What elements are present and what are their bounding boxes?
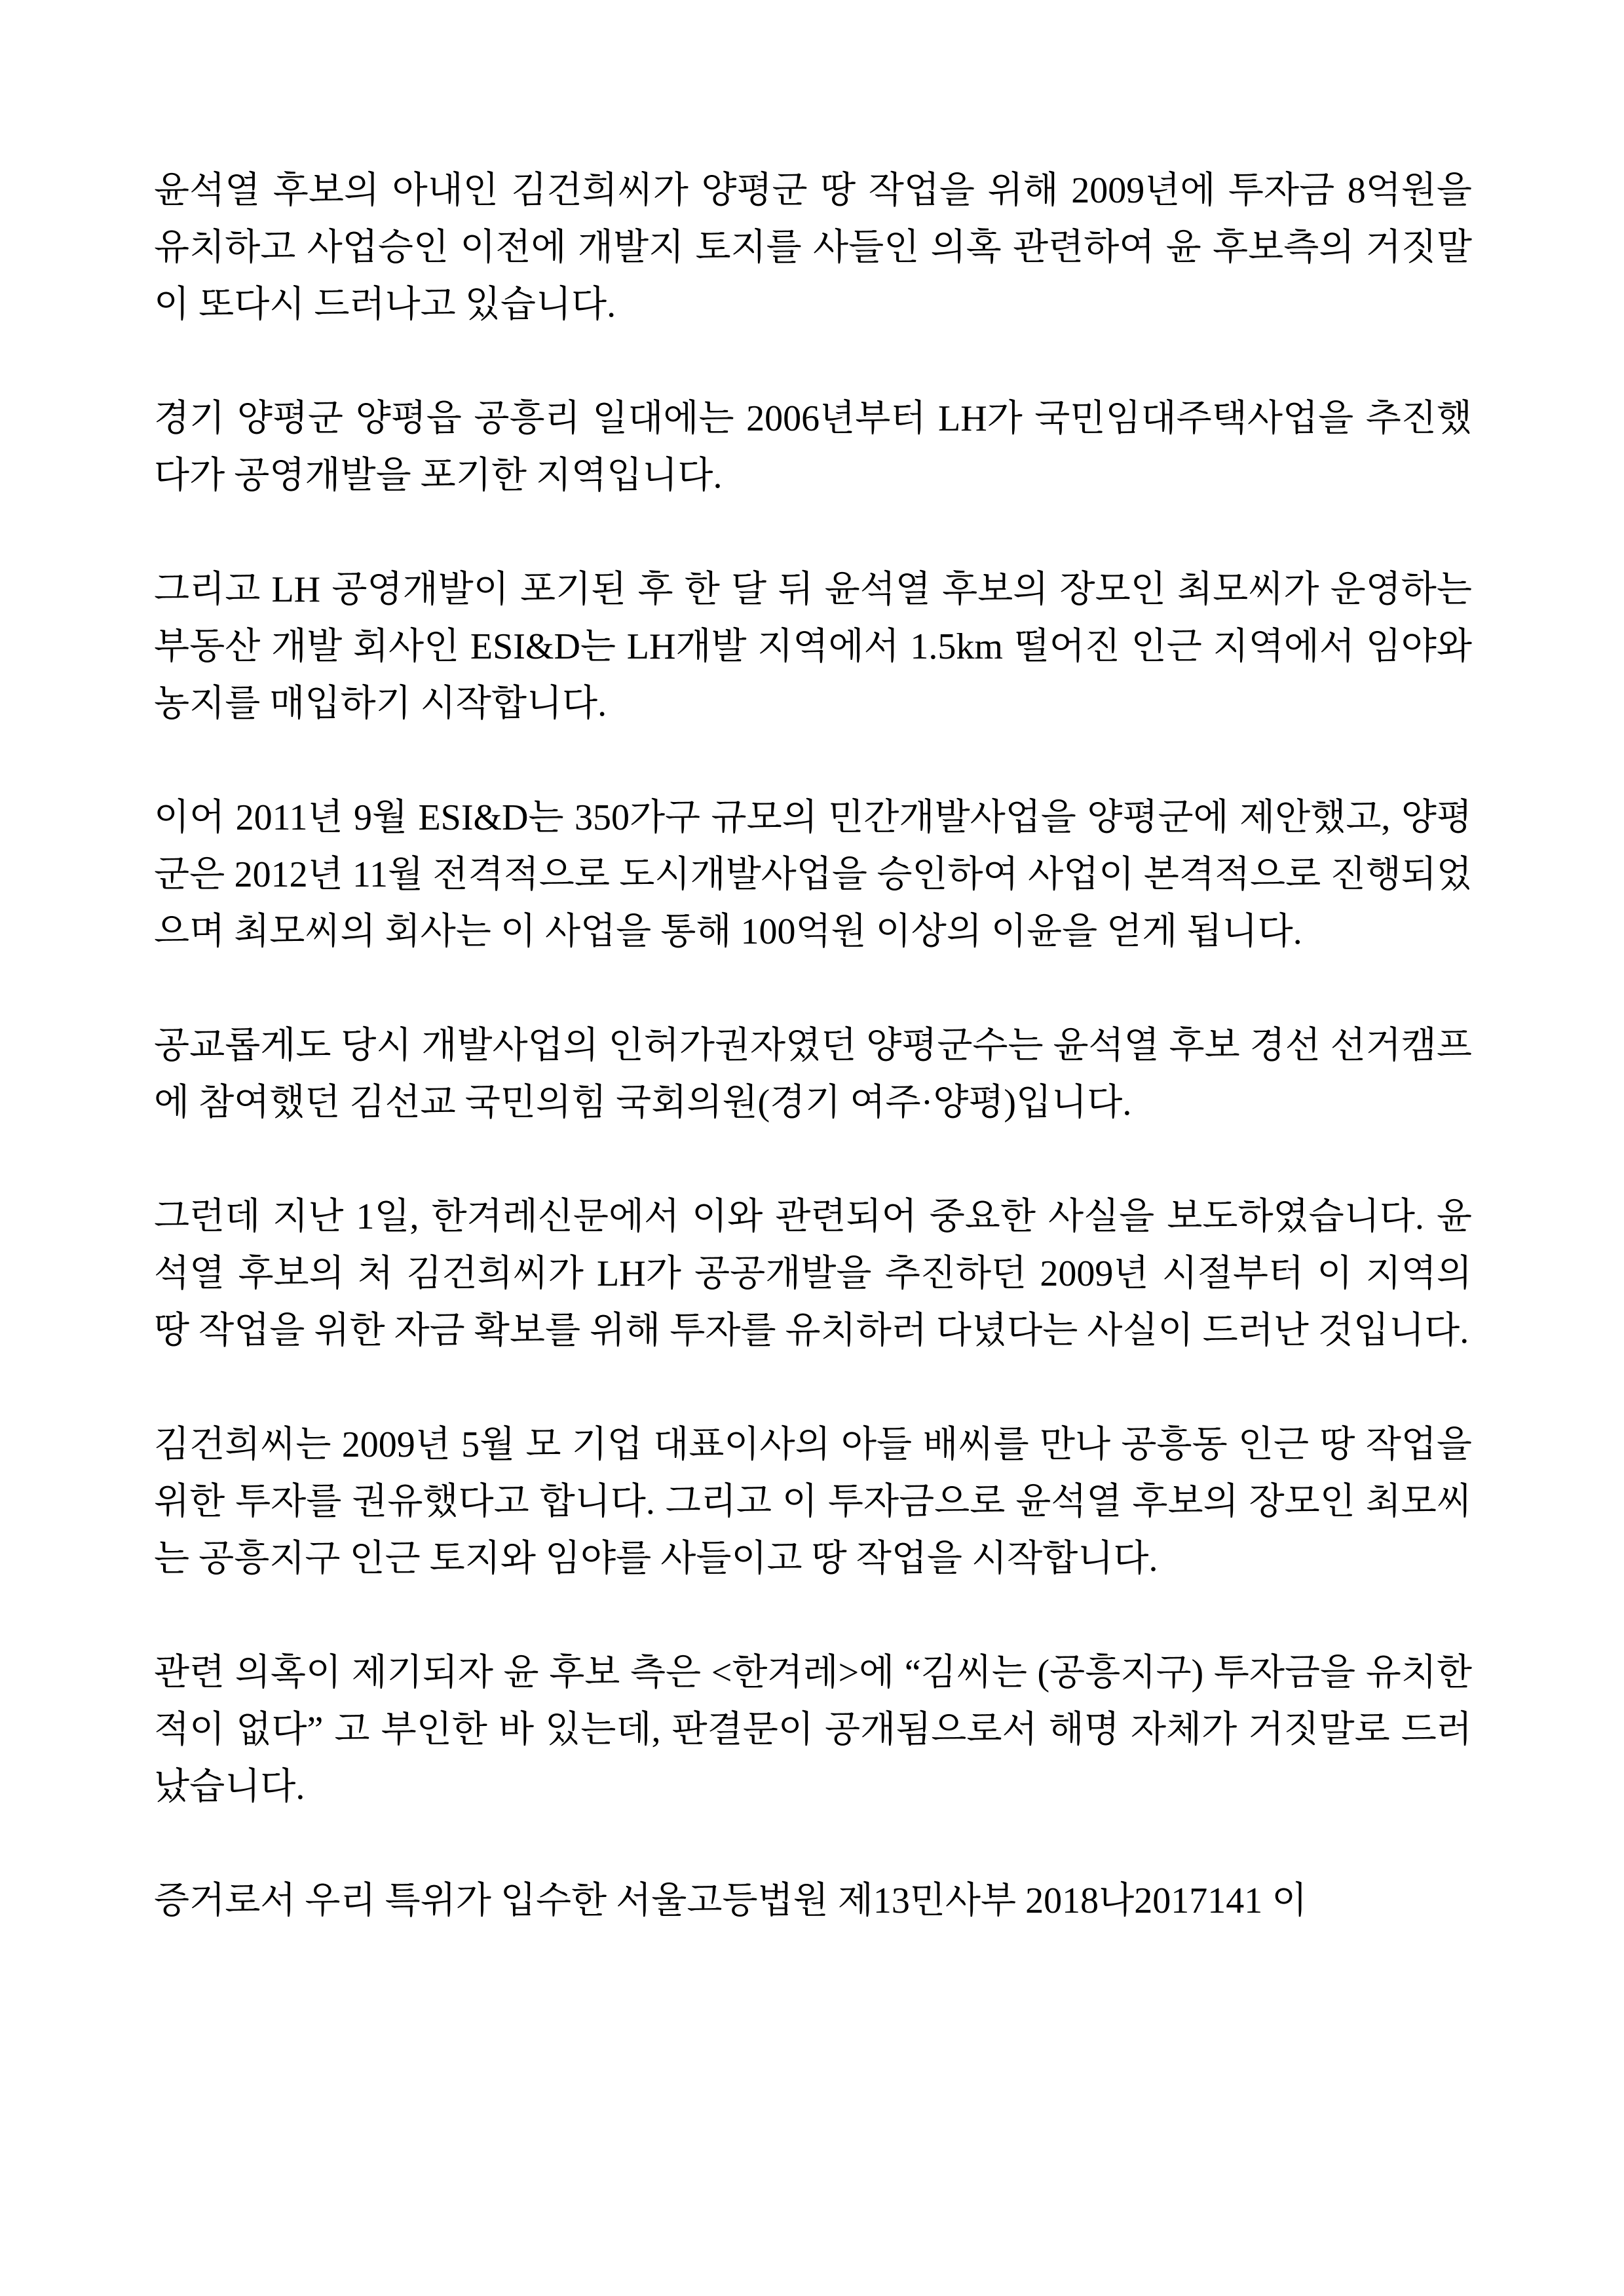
paragraph: 공교롭게도 당시 개발사업의 인허가권자였던 양평군수는 윤석열 후보 경선 선거캠프에 참여했던 김선교 국민의힘 국회의원(경기 여주·양평)입니다. bbox=[154, 1025, 1472, 1123]
paragraph: 이어 2011년 9월 ESI&D는 350가구 규모의 민간개발사업을 양평군에 제안했고, 양평군은 2012년 11월 전격적으로 도시개발사업을 승인하여 사업이 본격적으로 진행되었으며 최모씨의 회사는 이 사업을 통해 100억원 이상의 이윤을 얻게 됩니다. bbox=[154, 797, 1472, 952]
paragraph: 그런데 지난 1일, 한겨레신문에서 이와 관련되어 중요한 사실을 보도하였습니다. 윤석열 후보의 처 김건희씨가 LH가 공공개발을 추진하던 2009년 시절부터 이 지역의 땅 작업을 위한 자금 확보를 위해 투자를 유치하러 다녔다는 사실이 드러난 것입니다. bbox=[154, 1196, 1472, 1351]
paragraph: 그리고 LH 공영개발이 포기된 후 한 달 뒤 윤석열 후보의 장모인 최모씨가 운영하는 부동산 개발 회사인 ESI&D는 LH개발 지역에서 1.5km 떨어진 인근 지역에서 임야와 농지를 매입하기 시작합니다. bbox=[154, 569, 1472, 724]
paragraph: 김건희씨는 2009년 5월 모 기업 대표이사의 아들 배씨를 만나 공흥동 인근 땅 작업을 위한 투자를 권유했다고 합니다. 그리고 이 투자금으로 윤석열 후보의 장모인 최모씨는 공흥지구 인근 토지와 임야를 사들이고 땅 작업을 시작합니다. bbox=[154, 1425, 1472, 1579]
paragraph: 관련 의혹이 제기되자 윤 후보 측은 <한겨레>에 “김씨는 (공흥지구) 투자금을 유치한 적이 없다” 고 부인한 바 있는데, 판결문이 공개됨으로서 해명 자체가 거짓말로 드러났습니다. bbox=[154, 1653, 1472, 1807]
paragraph: 증거로서 우리 특위가 입수한 서울고등법원 제13민사부 2018나2017141 이 bbox=[154, 1881, 1308, 1921]
paragraph: 윤석열 후보의 아내인 김건희씨가 양평군 땅 작업을 위해 2009년에 투자금 8억원을 유치하고 사업승인 이전에 개발지 토지를 사들인 의혹 관련하여 윤 후보측의 거짓말이 또다시 드러나고 있습니다. bbox=[154, 170, 1472, 325]
paragraph: 경기 양평군 양평읍 공흥리 일대에는 2006년부터 LH가 국민임대주택사업을 추진했다가 공영개발을 포기한 지역입니다. bbox=[154, 398, 1472, 496]
document-body-text bbox=[154, 163, 1472, 1930]
